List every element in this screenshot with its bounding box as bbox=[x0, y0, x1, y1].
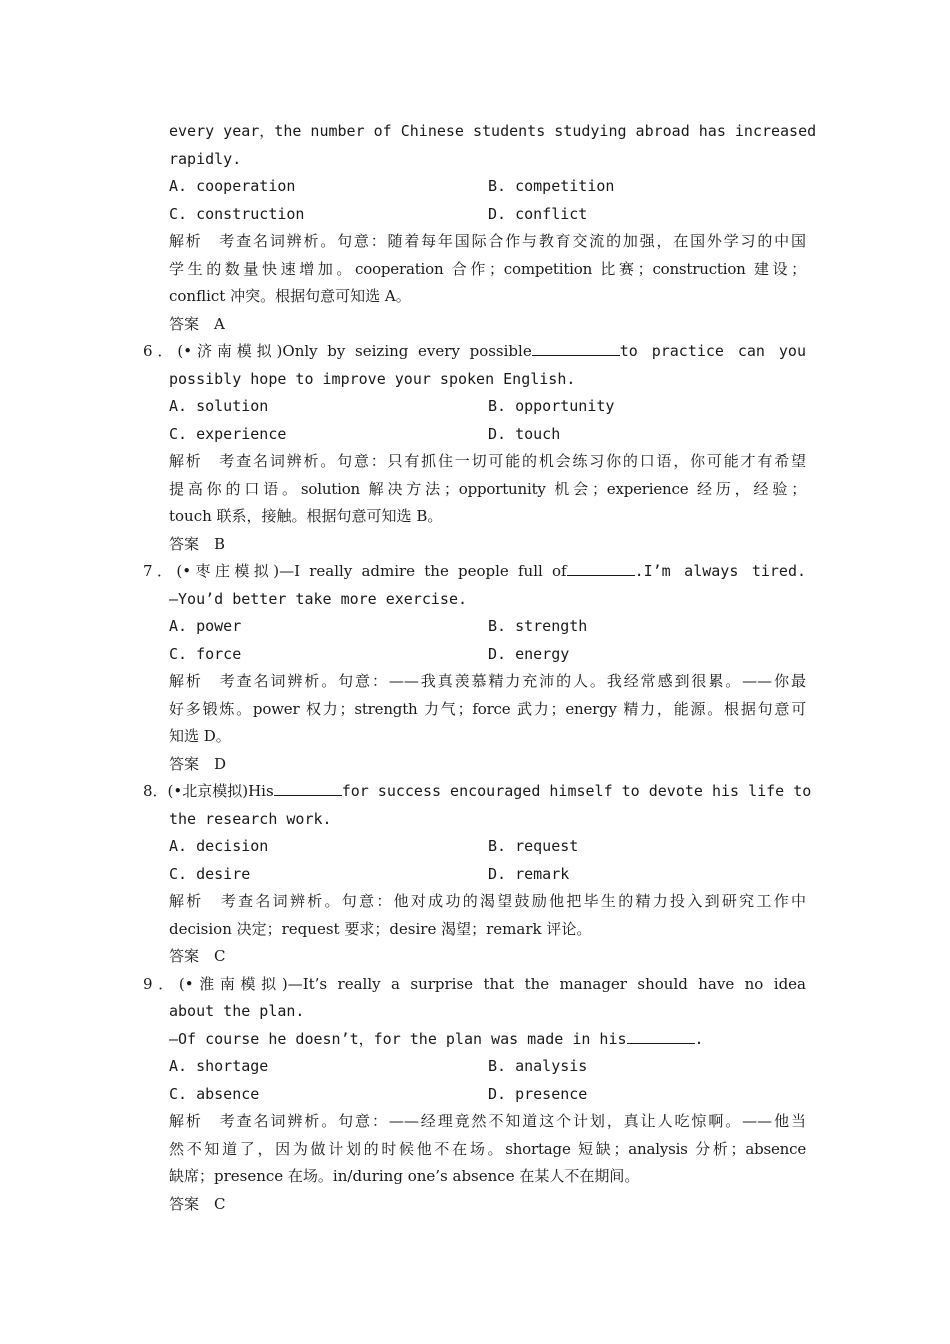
question-5-line-1: every year，the number of Chinese students studying abroad has increased bbox=[169, 122, 817, 140]
option-a: A. decision bbox=[169, 837, 269, 855]
question-9-analysis-2: 然不知道了，因为做计划的时候他不在场。shortage 短缺；analysis 分析；absence bbox=[169, 1139, 806, 1158]
question-7-suffix: .I’m always tired. bbox=[634, 562, 806, 580]
question-7-analysis-2: 好多锻炼。power 权力；strength 力气；force 武力；energy 精力，能源。根据句意可 bbox=[169, 699, 806, 718]
question-8-options-cd bbox=[0, 861, 950, 889]
question-7-analysis-1: 解析 考查名词辨析。句意：——我真羡慕精力充沛的人。我经常感到很累。——你最 bbox=[169, 672, 806, 690]
question-9-analysis-3: 缺席；presence 在场。in/during one’s absence 在某人不在期间。 bbox=[169, 1167, 640, 1185]
answer-blank bbox=[567, 559, 635, 576]
question-8-prefix: 8．(•北京模拟)His bbox=[143, 782, 274, 800]
question-5-line-2: rapidly. bbox=[169, 149, 242, 168]
question-7-prefix: 7．(•枣庄模拟)—I really admire the people full of bbox=[143, 562, 567, 580]
option-b: B. request bbox=[488, 837, 579, 855]
question-5-options-ab bbox=[0, 173, 950, 201]
option-b: B. analysis bbox=[488, 1057, 588, 1075]
question-6-analysis-3: touch 联系，接触。根据句意可知选 B。 bbox=[169, 507, 443, 525]
question-9-options-ab bbox=[0, 1053, 950, 1081]
option-c: C. construction bbox=[169, 204, 305, 223]
question-6-line-2: possibly hope to improve your spoken English. bbox=[169, 369, 576, 388]
question-8-analysis-1: 解析 考查名词辨析。句意：他对成功的渴望鼓励他把毕生的精力投入到研究工作中 bbox=[169, 892, 806, 910]
question-6-suffix: to practice can you bbox=[619, 342, 806, 360]
question-9-line-2: about the plan. bbox=[169, 1002, 305, 1020]
option-b: B. opportunity bbox=[488, 397, 615, 415]
question-9-suffix: . bbox=[694, 1029, 704, 1048]
question-7-line-1 bbox=[0, 558, 950, 586]
option-c: C. force bbox=[169, 644, 242, 663]
option-d: D. conflict bbox=[488, 204, 588, 223]
answer-blank bbox=[627, 1027, 695, 1044]
question-6-options-cd bbox=[0, 421, 950, 449]
question-8-answer: 答案 C bbox=[169, 947, 226, 965]
question-5-analysis-2: 学生的数量快速增加。cooperation 合作；competition 比赛；construction 建设； bbox=[169, 259, 806, 278]
option-b: B. strength bbox=[488, 617, 588, 635]
option-d: D. touch bbox=[488, 424, 561, 443]
question-6-options-ab bbox=[0, 393, 950, 421]
question-6-line-1 bbox=[0, 338, 950, 366]
question-5-answer: 答案 A bbox=[169, 314, 225, 333]
question-6-prefix: 6．(•济南模拟)Only by seizing every possible bbox=[143, 342, 532, 360]
option-b: B. competition bbox=[488, 177, 615, 195]
question-5-options-cd bbox=[0, 201, 950, 229]
question-7-options-cd bbox=[0, 641, 950, 669]
question-9-line-1: 9．(•淮南模拟)—It’s really a surprise that the manager should have no idea bbox=[143, 974, 806, 993]
question-5-analysis-3: conflict 冲突。根据句意可知选 A。 bbox=[169, 287, 411, 305]
option-c: C. absence bbox=[169, 1084, 260, 1103]
question-8-line-1 bbox=[0, 778, 950, 806]
question-7-options-ab bbox=[0, 613, 950, 641]
question-9-prefix: —Of course he doesn’t，for the plan was made in his bbox=[169, 1029, 627, 1048]
option-a: A. cooperation bbox=[169, 177, 296, 195]
question-7-analysis-3: 知选 D。 bbox=[169, 727, 231, 745]
question-7-answer: 答案 D bbox=[169, 754, 227, 773]
question-6-analysis-2: 提高你的口语。solution 解决方法；opportunity 机会；experience 经历，经验； bbox=[169, 479, 806, 498]
question-8-line-2: the research work. bbox=[169, 809, 332, 828]
question-8-suffix: for success encouraged himself to devote his life to bbox=[341, 782, 812, 800]
document-page bbox=[0, 118, 950, 1218]
option-d: D. energy bbox=[488, 644, 570, 663]
question-9-answer: 答案 C bbox=[169, 1194, 226, 1213]
answer-blank bbox=[532, 339, 620, 356]
option-d: D. remark bbox=[488, 864, 570, 883]
question-6-answer: 答案 B bbox=[169, 534, 226, 553]
option-a: A. power bbox=[169, 617, 242, 635]
option-d: D. presence bbox=[488, 1084, 588, 1103]
question-7-line-2: —You’d better take more exercise. bbox=[169, 589, 468, 608]
answer-blank bbox=[274, 779, 342, 796]
question-8-analysis-2: decision 决定；request 要求；desire 渴望；remark 评论。 bbox=[169, 919, 592, 938]
question-9-options-cd bbox=[0, 1081, 950, 1109]
option-c: C. experience bbox=[169, 424, 287, 443]
question-6-analysis-1: 解析 考查名词辨析。句意：只有抓住一切可能的机会练习你的口语，你可能才有希望 bbox=[169, 452, 806, 470]
option-c: C. desire bbox=[169, 864, 251, 883]
question-9-line-3 bbox=[0, 1026, 950, 1054]
question-5-analysis-1: 解析 考查名词辨析。句意：随着每年国际合作与教育交流的加强，在国外学习的中国 bbox=[169, 232, 806, 250]
question-9-analysis-1: 解析 考查名词辨析。句意：——经理竟然不知道这个计划，真让人吃惊啊。——他当 bbox=[169, 1112, 806, 1130]
question-8-options-ab bbox=[0, 833, 950, 861]
option-a: A. shortage bbox=[169, 1057, 269, 1075]
option-a: A. solution bbox=[169, 397, 269, 415]
